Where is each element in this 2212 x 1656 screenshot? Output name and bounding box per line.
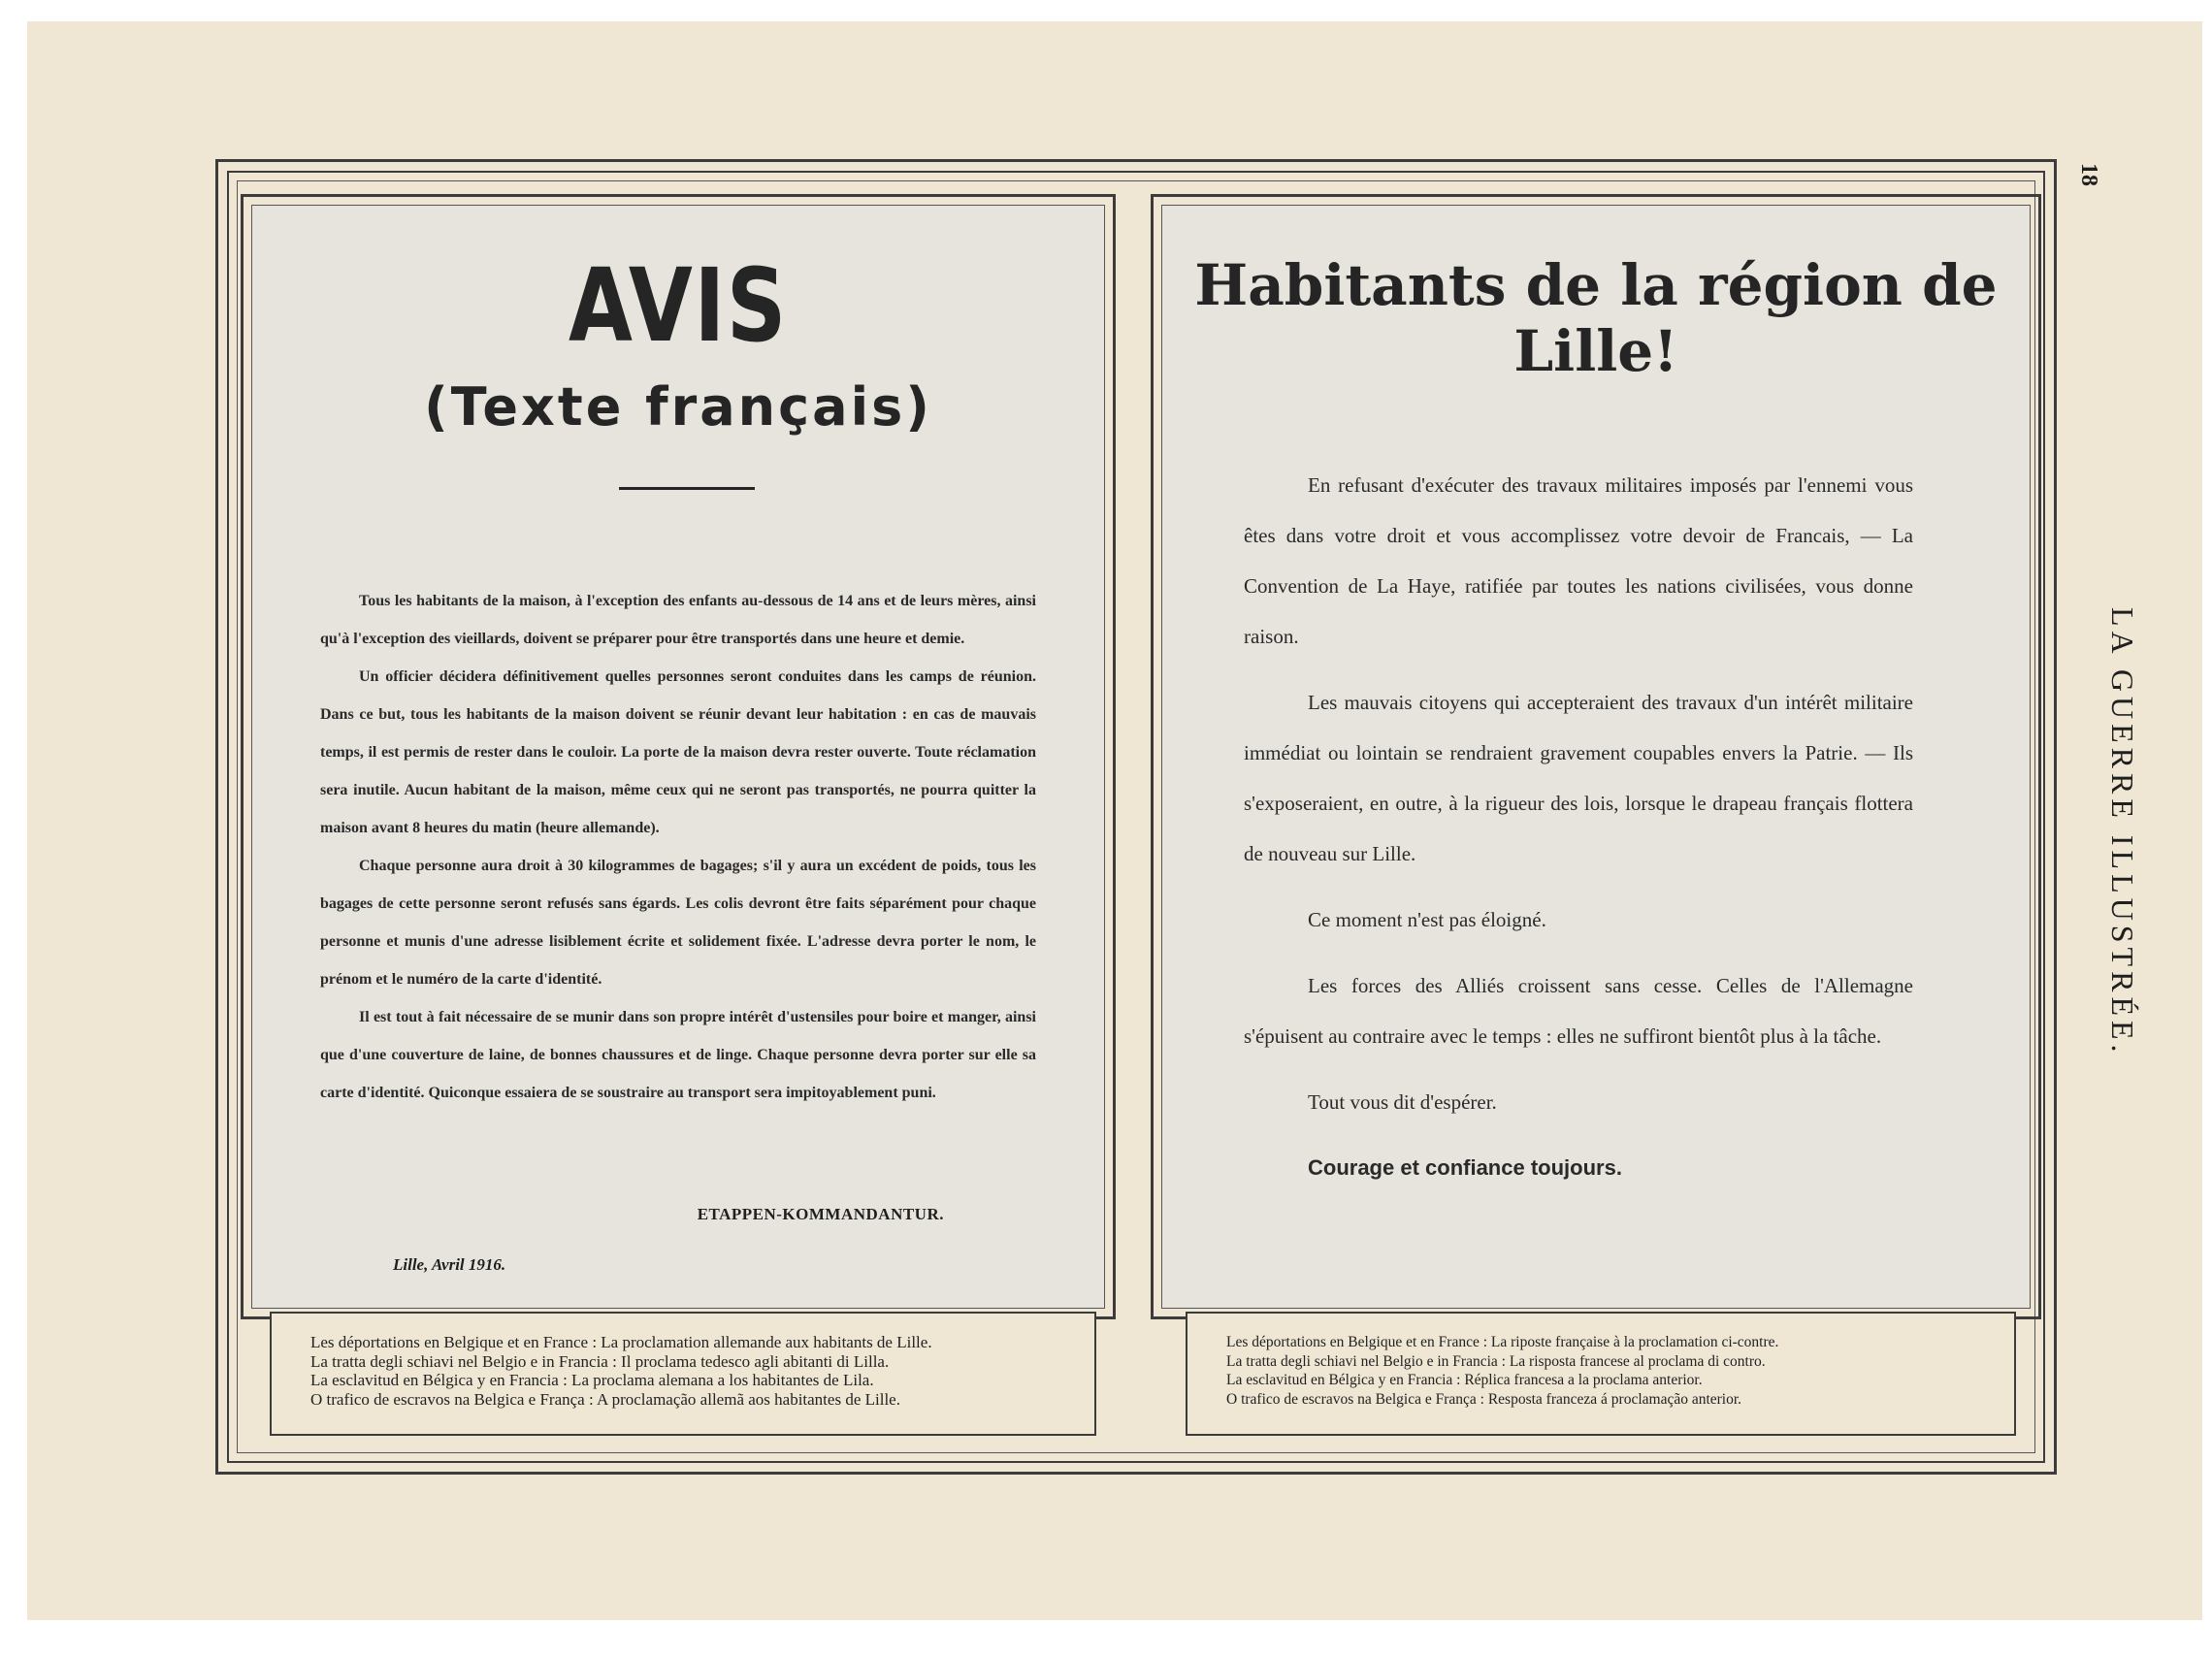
german-proclamation-poster xyxy=(241,194,1116,1319)
poster-paragraph: Ce moment n'est pas éloigné. xyxy=(1308,908,1546,931)
poster-paragraph: Les mauvais citoyens qui accepteraient des travaux d'un intérêt militaire immédiat ou lointain se rendraient gravement coupables envers la Patrie. — Ils s'exposeraient, en outre, à la rigueur des lois, lorsque le drapeau français flottera de nouveau sur Lille. xyxy=(1244,691,1913,865)
poster-paragraph: Un officier décidera définitivement quelles personnes seront conduites dans les camps de réunion. Dans ce but, tous les habitants de la maison doivent se réunir devant leur habitation : en cas de mauvais temps, il est permis de rester dans le couloir. La porte de la maison devra rester ouverte. Toute réclamation sera inutile. Aucun habitant de la maison, même ceux qui ne seront pas transportés, ne pourra quitter la maison avant 8 heures du matin (heure allemande). xyxy=(320,668,1036,836)
poster-signature: ETAPPEN-KOMMANDANTUR. xyxy=(697,1205,944,1223)
caption-left xyxy=(270,1312,1096,1436)
title-rule xyxy=(619,487,755,490)
caption-line: La esclavitud en Bélgica y en Francia : La proclama alemana a los habitantes de Lila. xyxy=(310,1371,874,1389)
poster-paper xyxy=(1161,205,2031,1309)
poster-body xyxy=(320,582,1036,1112)
caption-line: La esclavitud en Bélgica y en Francia : Réplica francesa a la proclama anterior. xyxy=(1226,1372,1703,1388)
french-reply-poster xyxy=(1151,194,2041,1319)
poster-title: AVIS xyxy=(569,246,788,365)
caption-right xyxy=(1186,1312,2016,1436)
poster-paragraph: En refusant d'exécuter des travaux militaires imposés par l'ennemi vous êtes dans votre droit et vous accomplissez votre devoir de Francais, — La Convention de La Haye, ratifiée par toutes les nations civilisées, vous donne raison. xyxy=(1244,473,1913,648)
poster-place-date: Lille, Avril 1916. xyxy=(393,1255,506,1274)
poster-paragraph: Tous les habitants de la maison, à l'exception des enfants au-dessous de 14 ans et de leurs mères, ainsi qu'à l'exception des vieillards, doivent se préparer pour être transportés dans une heure et demie. xyxy=(320,593,1036,647)
poster-closing-line: Courage et confiance toujours. xyxy=(1308,1155,1622,1180)
poster-paragraph: Les forces des Alliés croissent sans cesse. Celles de l'Allemagne s'épuisent au contraire avec le temps : elles ne suffiront bientôt plus à la tâche. xyxy=(1244,974,1913,1048)
poster-paragraph: Il est tout à fait nécessaire de se munir dans son propre intérêt d'ustensiles pour boire et manger, ainsi que d'une couverture de laine, de bonnes chaussures et de linge. Chaque personne devra porter sur elle sa carte d'identité. Quiconque essaiera de se soustraire au transport sera impitoyablement puni. xyxy=(320,1009,1036,1101)
poster-subtitle: (Texte français) xyxy=(424,376,932,438)
poster-paragraph: Tout vous dit d'espérer. xyxy=(1308,1090,1497,1114)
caption-line: La tratta degli schiavi nel Belgio e in Francia : Il proclama tedesco agli abitanti di Lilla. xyxy=(310,1351,890,1371)
caption-line: O trafico de escravos na Belgica e França : A proclamação allemã aos habitantes de Lille. xyxy=(310,1389,900,1409)
running-head: LA GUERRE ILLUSTRÉE. xyxy=(2105,607,2140,1057)
page-number: 18 xyxy=(2076,163,2101,186)
poster-body xyxy=(1244,460,1913,1209)
caption-line: La tratta degli schiavi nel Belgio e in Francia : La risposta francese al proclama di contro. xyxy=(1226,1352,1766,1370)
poster-title: Habitants de la région de Lille! xyxy=(1194,252,1998,384)
poster-paragraph: Chaque personne aura droit à 30 kilogrammes de bagages; s'il y aura un excédent de poids, tous les bagages de cette personne seront refusés sans égards. Les colis devront être faits séparément pour chaque personne et munis d'une adresse lisiblement écrite et solidement fixée. L'adresse devra porter le nom, le prénom et le numéro de la carte d'identité. xyxy=(320,858,1036,988)
poster-paper xyxy=(251,205,1105,1309)
caption-line: O trafico de escravos na Belgica e França : Resposta franceza á proclamação anterior. xyxy=(1226,1390,1742,1408)
caption-line: Les déportations en Belgique et en France : La riposte française à la proclamation ci-contre. xyxy=(1226,1334,1779,1350)
caption-line: Les déportations en Belgique et en France : La proclamation allemande aux habitants de Lille. xyxy=(310,1333,932,1351)
